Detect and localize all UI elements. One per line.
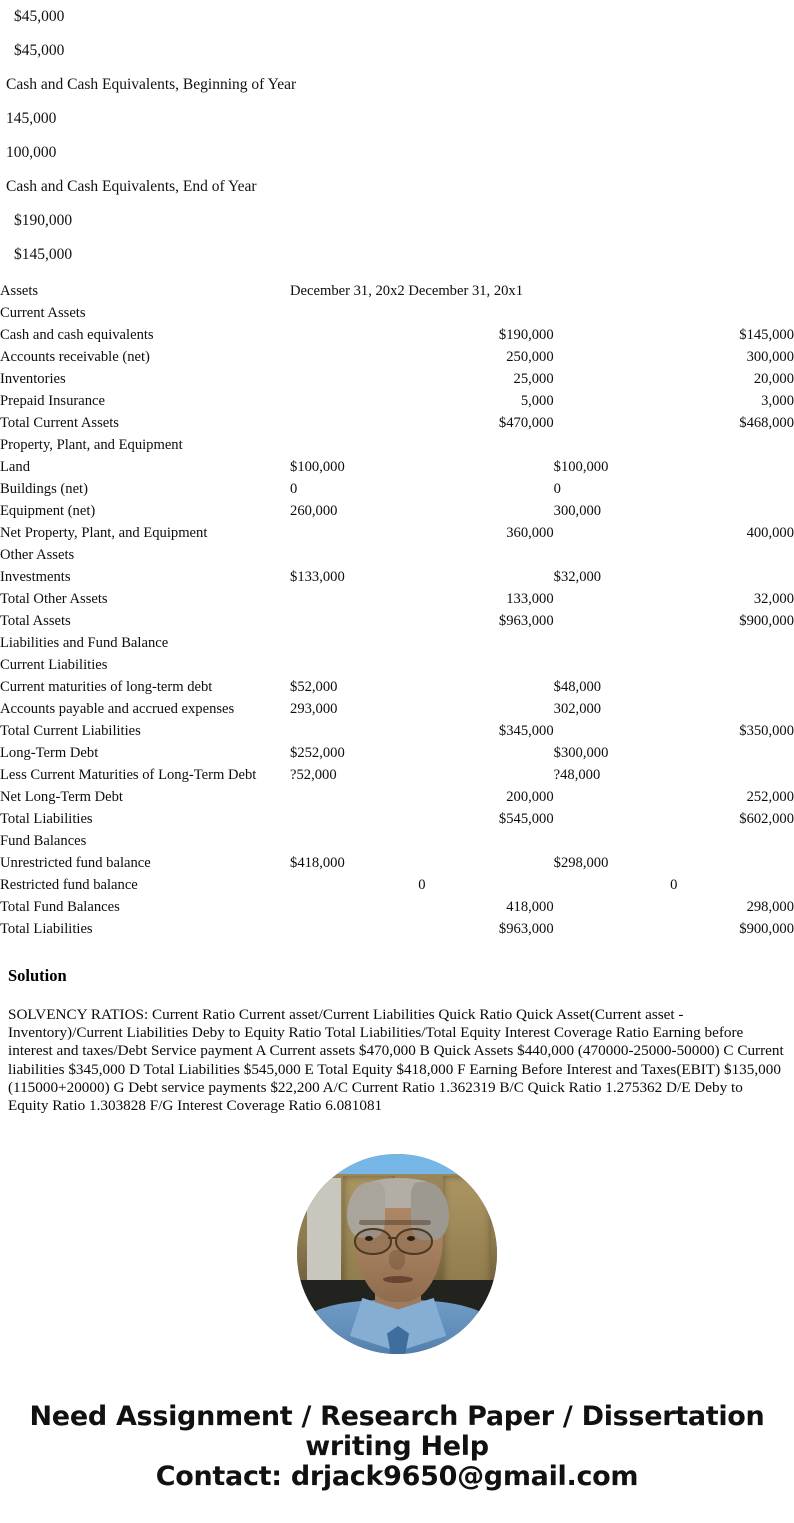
row-value-20x1: 0 — [553, 481, 561, 497]
row-value-20x1: $48,000 — [553, 679, 602, 695]
row-label: Buildings (net) — [0, 481, 88, 497]
row-value-20x2: $963,000 — [498, 613, 554, 629]
row-label: Investments — [0, 569, 71, 585]
table-row — [0, 503, 794, 525]
row-value-20x1: 400,000 — [746, 525, 794, 541]
cash-flow-line: $190,000 — [14, 212, 73, 229]
row-value-20x1: $32,000 — [553, 569, 602, 585]
row-value-20x1 — [554, 635, 794, 657]
row-value-20x1: 300,000 — [553, 503, 602, 519]
row-label: Long-Term Debt — [0, 745, 99, 761]
row-label: Total Liabilities — [0, 921, 93, 937]
row-label: Restricted fund balance — [0, 877, 138, 893]
photo-eyebrows — [359, 1220, 431, 1225]
cash-flow-lines — [0, 0, 794, 272]
row-value-20x1: 302,000 — [553, 701, 602, 717]
row-value-20x2: 200,000 — [506, 789, 554, 805]
promo-line-3: Contact: drjack9650@gmail.com — [155, 1461, 639, 1492]
cash-flow-line: $45,000 — [14, 8, 65, 25]
table-row — [0, 855, 794, 877]
cash-flow-line: $45,000 — [14, 42, 65, 59]
row-value-20x1: $145,000 — [739, 327, 794, 343]
table-row — [0, 591, 794, 613]
row-value-20x1: 252,000 — [746, 789, 794, 805]
table-row — [0, 921, 794, 943]
row-value-20x1 — [554, 547, 794, 569]
row-value-20x2: 360,000 — [506, 525, 554, 541]
solution-heading: Solution — [8, 966, 67, 985]
row-label: Total Liabilities — [0, 811, 93, 827]
photo-nose — [389, 1250, 405, 1270]
row-value-20x2: $190,000 — [498, 327, 554, 343]
row-value-20x1: $300,000 — [553, 745, 609, 761]
row-value-20x2: 5,000 — [520, 393, 554, 409]
table-row — [0, 635, 794, 657]
table-row — [0, 437, 794, 459]
table-row — [0, 305, 794, 327]
row-value-20x2: 25,000 — [513, 371, 554, 387]
row-value-20x2: $252,000 — [290, 745, 345, 761]
photo-eye-left — [365, 1236, 373, 1241]
row-value-20x2: $470,000 — [498, 415, 554, 431]
table-row — [0, 767, 794, 789]
row-value-20x1: 300,000 — [746, 349, 794, 365]
row-value-20x1: 32,000 — [753, 591, 794, 607]
cash-flow-line: Cash and Cash Equivalents, Beginning of Year — [6, 76, 297, 93]
row-value-20x2: $418,000 — [290, 855, 345, 871]
row-label: Total Current Assets — [0, 415, 119, 431]
table-row — [0, 811, 794, 833]
row-value-20x2 — [290, 657, 554, 679]
row-value-20x2: 293,000 — [290, 701, 338, 717]
cash-flow-line: 100,000 — [6, 144, 57, 161]
row-label: Total Assets — [0, 613, 71, 629]
row-value-20x1: ?48,000 — [553, 767, 601, 783]
table-row — [0, 393, 794, 415]
cash-flow-line: $145,000 — [14, 246, 73, 263]
row-value-20x2 — [290, 635, 554, 657]
row-value-20x2: $52,000 — [290, 679, 338, 695]
row-value-20x2: $345,000 — [498, 723, 554, 739]
row-value-20x1: $350,000 — [739, 723, 794, 739]
row-label: Current Assets — [0, 305, 86, 321]
table-row — [0, 877, 794, 899]
row-label: Current maturities of long-term debt — [0, 679, 213, 695]
table-row — [0, 613, 794, 635]
row-label: Accounts payable and accrued expenses — [0, 701, 235, 717]
row-label: Property, Plant, and Equipment — [0, 437, 183, 453]
row-label: Total Current Liabilities — [0, 723, 141, 739]
table-row — [0, 899, 794, 921]
eyeglasses-left-lens — [354, 1228, 392, 1255]
row-label: Net Property, Plant, and Equipment — [0, 525, 208, 541]
cash-flow-line: 145,000 — [6, 110, 57, 127]
row-label: Inventories — [0, 371, 66, 387]
row-value-20x1: $100,000 — [553, 459, 609, 475]
row-value-20x2: $100,000 — [290, 459, 345, 475]
photo-eye-right — [407, 1236, 415, 1241]
row-value-20x2: 0 — [418, 877, 426, 893]
row-value-20x1: $900,000 — [739, 921, 794, 937]
promo-block — [0, 1402, 794, 1492]
cash-flow-line: Cash and Cash Equivalents, End of Year — [6, 178, 257, 195]
row-label: Cash and cash equivalents — [0, 327, 154, 343]
table-row — [0, 349, 794, 371]
eyeglasses-bridge — [388, 1237, 396, 1239]
photo-wall-panel-right — [443, 1176, 491, 1292]
row-value-20x1 — [554, 657, 794, 679]
row-value-20x2: 0 — [290, 481, 298, 497]
row-label: Net Long-Term Debt — [0, 789, 123, 805]
row-value-20x2 — [290, 547, 554, 569]
row-label: Unrestricted fund balance — [0, 855, 151, 871]
row-label: Liabilities and Fund Balance — [0, 635, 169, 651]
row-value-20x2: $545,000 — [498, 811, 554, 827]
date-columns-header: December 31, 20x2 December 31, 20x1 — [290, 283, 524, 299]
table-row — [0, 525, 794, 547]
assets-header-label: Assets — [0, 283, 39, 299]
row-value-20x2 — [290, 437, 554, 459]
row-label: Total Other Assets — [0, 591, 108, 607]
row-label: Less Current Maturities of Long-Term Debt — [0, 767, 257, 783]
row-value-20x2: 250,000 — [506, 349, 554, 365]
row-value-20x1: 298,000 — [746, 899, 794, 915]
table-row — [0, 789, 794, 811]
table-row — [0, 415, 794, 437]
balance-sheet-body — [0, 283, 794, 943]
row-value-20x1: $468,000 — [739, 415, 794, 431]
table-row — [0, 569, 794, 591]
row-value-20x1: $602,000 — [739, 811, 794, 827]
row-value-20x1: 20,000 — [753, 371, 794, 387]
table-row — [0, 481, 794, 503]
row-value-20x1 — [554, 305, 794, 327]
promo-line-1: Need Assignment / Research Paper / Dissertation — [29, 1401, 765, 1432]
table-row — [0, 679, 794, 701]
row-value-20x1 — [554, 833, 794, 855]
row-value-20x2: 260,000 — [290, 503, 338, 519]
photo-mouth — [383, 1276, 413, 1283]
row-value-20x2: $133,000 — [290, 569, 345, 585]
table-row — [0, 327, 794, 349]
table-row — [0, 371, 794, 393]
row-value-20x2 — [290, 305, 554, 327]
row-label: Prepaid Insurance — [0, 393, 105, 409]
row-value-20x1: $298,000 — [553, 855, 609, 871]
table-row — [0, 701, 794, 723]
table-row — [0, 657, 794, 679]
table-row — [0, 745, 794, 767]
row-value-20x1: $900,000 — [739, 613, 794, 629]
table-row — [0, 833, 794, 855]
row-label: Land — [0, 459, 30, 475]
row-value-20x2: $963,000 — [498, 921, 554, 937]
solvency-ratios-paragraph: SOLVENCY RATIOS: Current Ratio Current asset/Current Liabilities Quick Ratio Quick Asset(Current asset - Inventory)/Current Liabilities Deby to Equity Ratio Total Liabilities/Total Equity Interest Coverage Ratio Earning before interest and taxes/Debt Service payment A Current assets $470,000 B Quick Assets $440,000 (470000-25000-50000) C Current liabilities $345,000 D Total Liabilities $545,000 E Total Equity $418,000 F Earning Before Interest and Taxes(EBIT) $135,000 (115000+20000) G Debt service payments $22,200 A/C Current Ratio 1.362319 B/C Quick Ratio 1.275362 D/E Deby to Equity Ratio 1.303828 F/G Interest Coverage Ratio 6.081081 — [8, 1006, 784, 1115]
row-label: Other Assets — [0, 547, 75, 563]
row-label: Total Fund Balances — [0, 899, 120, 915]
row-value-20x2: 133,000 — [506, 591, 554, 607]
row-value-20x1: 0 — [670, 877, 678, 893]
row-label: Fund Balances — [0, 833, 87, 849]
row-label: Accounts receivable (net) — [0, 349, 150, 365]
balance-sheet-table — [0, 283, 794, 943]
row-label: Equipment (net) — [0, 503, 96, 519]
table-header-row — [0, 283, 794, 305]
promo-line-2: writing Help — [305, 1431, 489, 1462]
row-value-20x2 — [290, 833, 554, 855]
row-value-20x1 — [554, 437, 794, 459]
table-row — [0, 547, 794, 569]
table-row — [0, 459, 794, 481]
row-value-20x2: ?52,000 — [290, 767, 337, 783]
row-label: Current Liabilities — [0, 657, 108, 673]
table-row — [0, 723, 794, 745]
row-value-20x2: 418,000 — [506, 899, 554, 915]
avatar — [297, 1154, 497, 1354]
photo-wall-panel-left — [307, 1178, 341, 1288]
row-value-20x1: 3,000 — [761, 393, 794, 409]
